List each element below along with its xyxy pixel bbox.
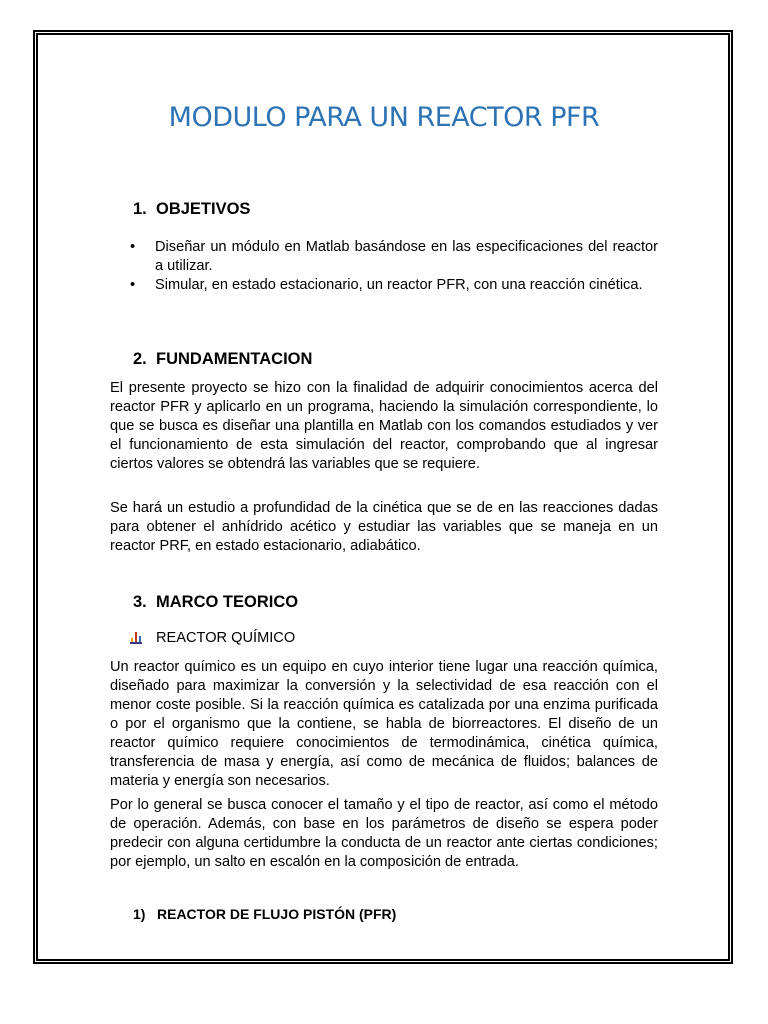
section-title: MARCO TEORICO	[156, 593, 299, 611]
paragraph: Un reactor químico es un equipo en cuyo interior tiene lugar una reacción química, diseñado para maximizar la conversión y la selectividad de esa reacción con el menor coste posible. Si la reacción química es catalizada por una enzima purificada o por el organismo que la contiene, se habla de biorreactores. El diseño de un reactor químico requiere conocimientos de termodinámica, cinética química, transferencia de masa y energía, así como de mecánica de fluidos; balances de materia y energía son necesarios.	[110, 659, 658, 789]
section-number: 1.	[133, 200, 147, 218]
paragraph: Se hará un estudio a profundidad de la cinética que se de en las reacciones dadas para obtener el anhídrido acético y estudiar las variables que se maneja en un reactor PRF, en estado estacionario, adiabático.	[110, 500, 658, 554]
subheading-reactor-quimico	[130, 630, 295, 646]
section-number: 3.	[133, 593, 147, 611]
subheading-text: REACTOR QUÍMICO	[156, 630, 296, 646]
paragraph: Por lo general se busca conocer el tamaño y el tipo de reactor, así como el método de operación. Además, con base en los parámetros de diseño se espera poder predecir con alguna certidumbre la conducta de un reactor ante ciertas condiciones; por ejemplo, un salto en escalón en la composición de entrada.	[110, 797, 658, 870]
objetivos-list	[130, 238, 658, 295]
section-title: FUNDAMENTACION	[156, 350, 313, 368]
section-heading-marco-teorico	[133, 593, 298, 612]
subsection-number: 1)	[133, 906, 146, 922]
page-title: MODULO PARA UN REACTOR PFR	[168, 102, 600, 133]
paragraph: El presente proyecto se hizo con la finalidad de adquirir conocimientos acerca del reactor PFR y aplicarlo en un programa, haciendo la simulación correspondiente, lo que se busca es diseñar una plantilla en Matlab con los comandos estudiados y ver el funcionamiento de esta simulación del reactor, comprobando que al ingresar ciertos valores se obtendrá las variables que se requiere.	[110, 380, 658, 472]
section-heading-objetivos	[133, 200, 250, 219]
section-title: OBJETIVOS	[156, 200, 251, 218]
section-number: 2.	[133, 350, 147, 368]
subsection-title: REACTOR DE FLUJO PISTÓN (PFR)	[157, 906, 397, 922]
subsection-heading-pfr	[133, 906, 396, 922]
chart-bullet-icon	[130, 632, 142, 644]
list-item: • Simular, en estado estacionario, un reactor PFR, con una reacción cinética.	[130, 276, 658, 295]
list-item: • Diseñar un módulo en Matlab basándose en las especificaciones del reactor a utilizar.	[130, 238, 658, 276]
section-heading-fundamentacion	[133, 350, 312, 369]
